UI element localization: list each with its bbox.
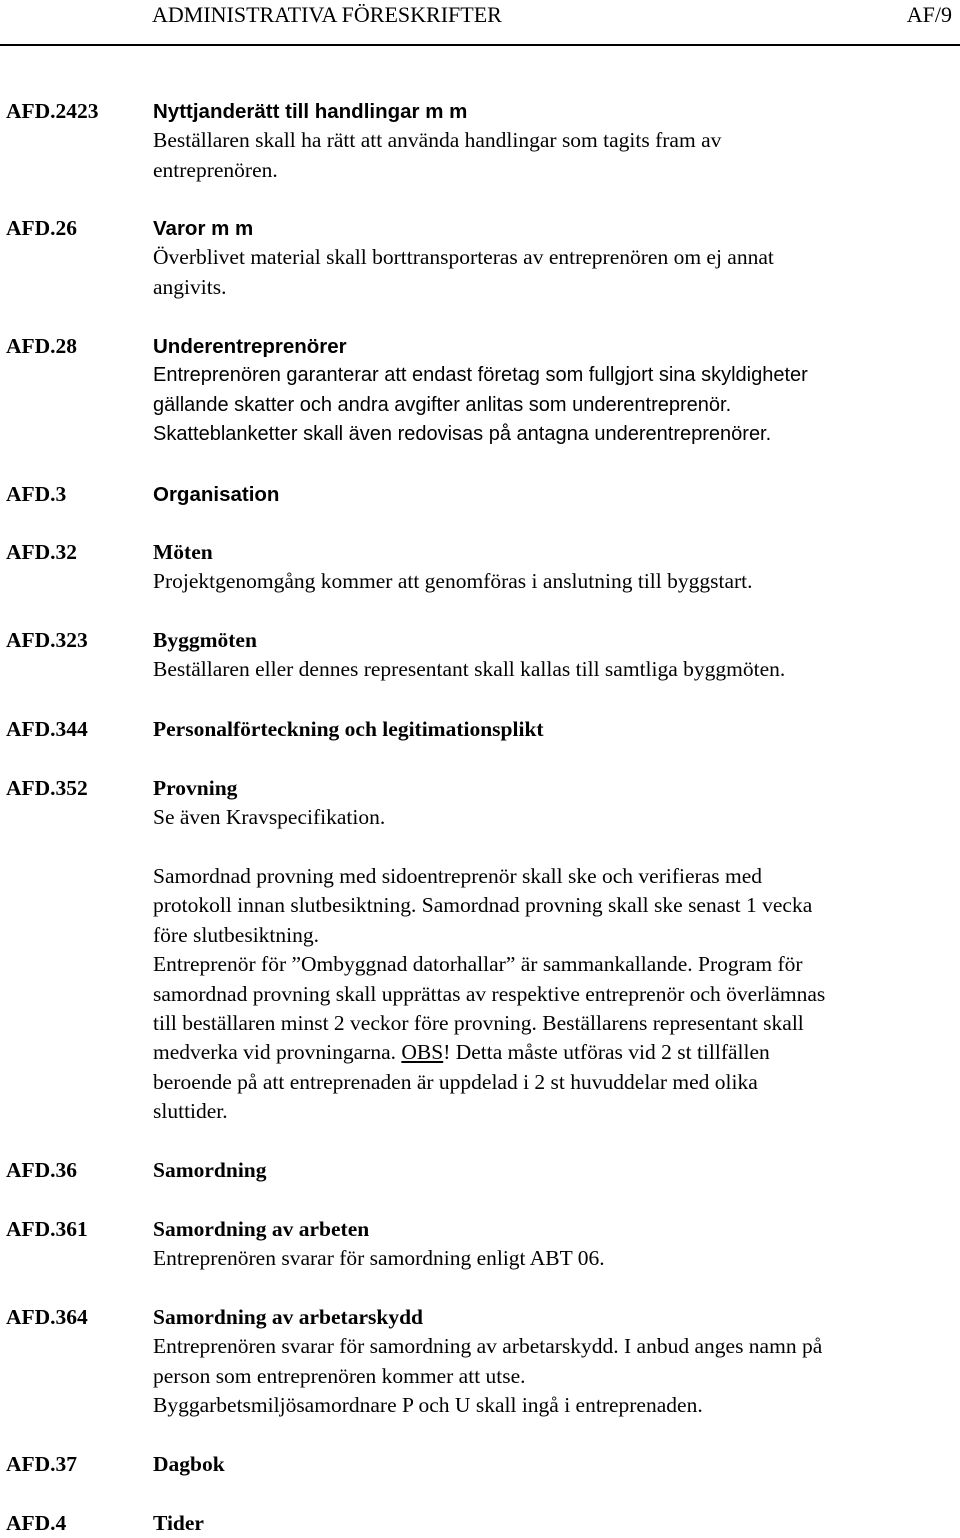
section-heading: Underentreprenörer (153, 335, 347, 358)
section-code: AFD.352 (6, 776, 88, 800)
section-code: AFD.364 (6, 1305, 88, 1329)
section-code: AFD.4 (6, 1511, 67, 1535)
body-line: Överblivet material skall borttransporteras av entreprenören om ej annat (153, 245, 774, 270)
body-line: gällande skatter och andra avgifter anlitas som underentreprenör. (153, 393, 732, 416)
section-code: AFD.3 (6, 482, 67, 506)
section-heading: Organisation (153, 483, 280, 506)
section-block (153, 214, 953, 302)
body-line: Byggarbetsmiljösamordnare P och U skall ingå i entreprenaden. (153, 1393, 703, 1418)
obs-note: OBS (401, 1040, 444, 1065)
section-code: AFD.28 (6, 334, 78, 358)
section-block (153, 1509, 953, 1538)
section-heading: Dagbok (153, 1452, 225, 1476)
body-line: beroende på att entreprenaden är uppdelad i 2 st huvuddelar med olika (153, 1069, 758, 1094)
body-line: Se även Kravspecifikation. (153, 805, 386, 830)
section-heading: Nyttjanderätt till handlingar m m (153, 100, 468, 123)
section-heading: Samordning av arbeten (153, 1217, 370, 1241)
section-code: AFD.344 (6, 717, 88, 741)
section-block (153, 1303, 953, 1421)
section-code: AFD.2423 (6, 99, 99, 123)
body-line: Entreprenören garanterar att endast företag som fullgjort sina skyldigheter (153, 364, 808, 387)
document-title: ADMINISTRATIVA FÖRESKRIFTER (152, 2, 502, 27)
body-line: entreprenören. (153, 157, 278, 182)
section-paragraph (153, 862, 953, 1127)
body-line: protokoll innan slutbesiktning. Samordnad provning skall ske senast 1 vecka (153, 893, 813, 918)
section-heading: Tider (153, 1511, 204, 1535)
section-code: AFD.361 (6, 1217, 88, 1241)
body-line: Beställaren eller dennes representant skall kallas till samtliga byggmöten. (153, 657, 786, 682)
body-line: sluttider. (153, 1099, 228, 1124)
section-block (153, 480, 953, 509)
section-block (153, 1156, 953, 1185)
body-line: Entreprenören svarar för samordning enligt ABT 06. (153, 1246, 605, 1271)
section-heading: Varor m m (153, 217, 254, 240)
section-block (153, 332, 953, 450)
section-block (153, 97, 953, 185)
section-code: AFD.32 (6, 540, 78, 564)
body-line: till beställaren minst 2 veckor före provning. Beställarens representant skall (153, 1011, 804, 1036)
section-heading: Samordning (153, 1158, 267, 1182)
page-number: AF/9 (906, 2, 952, 27)
section-heading: Byggmöten (153, 628, 257, 652)
body-line: Beställaren skall ha rätt att använda handlingar som tagits fram av (153, 128, 722, 153)
body-line: Entreprenören svarar för samordning av arbetarskydd. I anbud anges namn på (153, 1334, 823, 1359)
section-block (153, 715, 953, 744)
body-line: Projektgenomgång kommer att genomföras i anslutning till byggstart. (153, 569, 753, 594)
section-block (153, 626, 953, 685)
section-code: AFD.37 (6, 1452, 78, 1476)
body-line: samordnad provning skall upprättas av respektive entreprenör och överlämnas (153, 981, 826, 1006)
section-block (153, 1215, 953, 1274)
body-line: angivits. (153, 274, 227, 299)
section-block (153, 538, 953, 597)
body-line: Skatteblanketter skall även redovisas på antagna underentreprenörer. (153, 423, 772, 446)
body-line: person som entreprenören kommer att utse. (153, 1363, 526, 1388)
section-code: AFD.323 (6, 628, 88, 652)
body-line: före slutbesiktning. (153, 922, 320, 947)
body-text: medverka vid provningarna. (153, 1040, 402, 1065)
section-heading: Personalförteckning och legitimationsplikt (153, 717, 544, 741)
section-heading: Möten (153, 540, 213, 564)
section-block (153, 1450, 953, 1479)
section-heading: Samordning av arbetarskydd (153, 1305, 423, 1329)
section-block (153, 774, 953, 833)
body-line (153, 1038, 953, 1067)
section-code: AFD.36 (6, 1158, 78, 1182)
page-header (0, 0, 960, 46)
section-heading: Provning (153, 776, 238, 800)
body-text: ! Detta måste utföras vid 2 st tillfällen (443, 1040, 770, 1065)
body-line: Samordnad provning med sidoentreprenör skall ske och verifieras med (153, 864, 762, 888)
section-code: AFD.26 (6, 216, 78, 240)
body-line: Entreprenör för ”Ombyggnad datorhallar” är sammankallande. Program för (153, 952, 803, 977)
